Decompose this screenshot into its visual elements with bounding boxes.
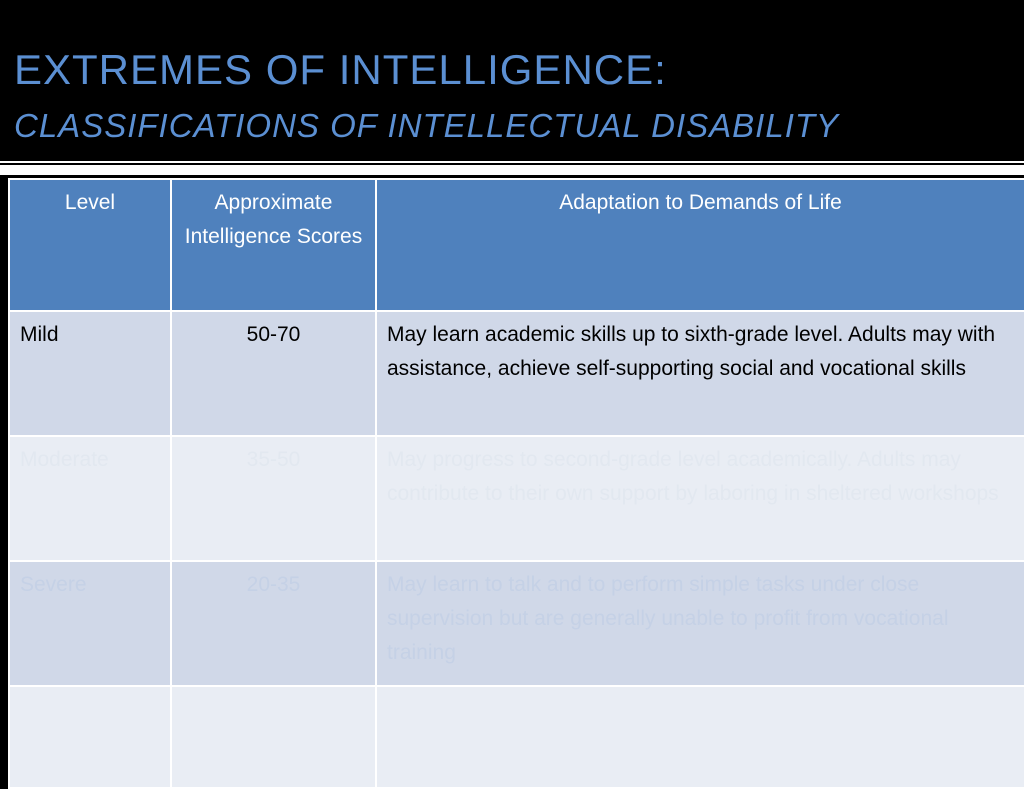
cell-level: Severe bbox=[9, 561, 171, 686]
cell-adaptation: May progress to second-grade level academically. Adults may contribute to their own support by laboring in sheltered workshops bbox=[376, 436, 1024, 561]
table-header-row bbox=[9, 179, 1024, 311]
slide-title-area bbox=[0, 0, 1024, 160]
header-adaptation: Adaptation to Demands of Life bbox=[376, 179, 1024, 311]
cell-scores bbox=[171, 686, 376, 788]
slide-subtitle: CLASSIFICATIONS OF INTELLECTUAL DISABILITY bbox=[14, 107, 840, 144]
cell-level bbox=[9, 686, 171, 788]
cell-adaptation: May learn academic skills up to sixth-grade level. Adults may with assistance, achieve self-supporting social and vocational skills bbox=[376, 311, 1024, 436]
title-divider-thin bbox=[0, 161, 1024, 163]
cell-level: Mild bbox=[9, 311, 171, 436]
table-row bbox=[9, 311, 1024, 436]
classification-table bbox=[8, 178, 1024, 789]
slide-title: EXTREMES OF INTELLIGENCE: bbox=[14, 46, 667, 93]
table-row bbox=[9, 436, 1024, 561]
cell-scores: 50-70 bbox=[171, 311, 376, 436]
table-row bbox=[9, 686, 1024, 788]
table-row bbox=[9, 561, 1024, 686]
cell-adaptation: May learn to talk and to perform simple tasks under close supervision but are generally unable to profit from vocational training bbox=[376, 561, 1024, 686]
cell-adaptation bbox=[376, 686, 1024, 788]
title-divider-thick bbox=[0, 165, 1024, 175]
header-level: Level bbox=[9, 179, 171, 311]
classification-table-container bbox=[8, 178, 1024, 768]
header-scores: Approximate Intelligence Scores bbox=[171, 179, 376, 311]
cell-scores: 35-50 bbox=[171, 436, 376, 561]
cell-scores: 20-35 bbox=[171, 561, 376, 686]
cell-level: Moderate bbox=[9, 436, 171, 561]
